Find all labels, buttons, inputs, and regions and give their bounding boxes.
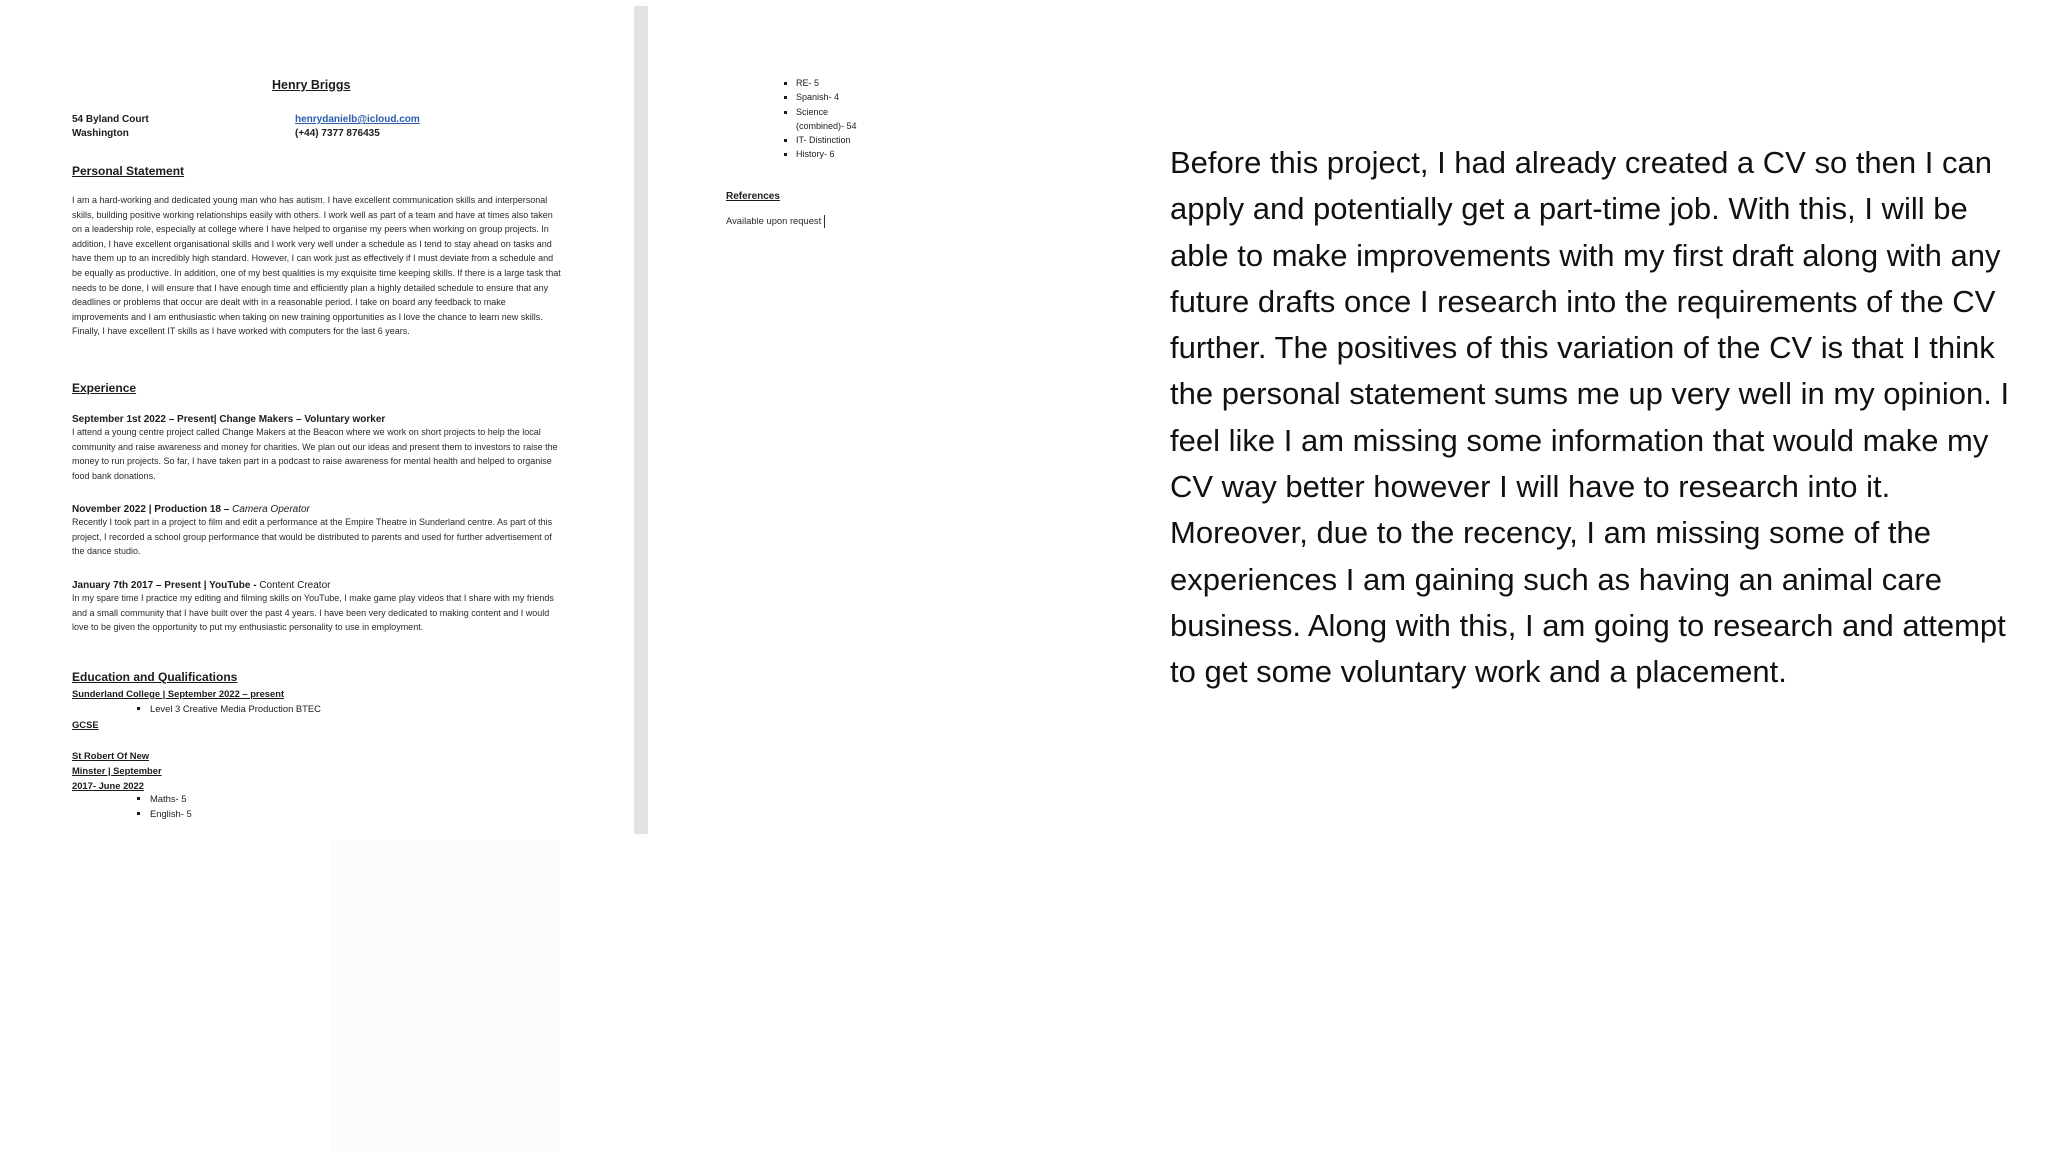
college-list bbox=[130, 701, 321, 716]
address-line-1: 54 Byland Court bbox=[72, 114, 149, 125]
experience-heading: Experience bbox=[72, 381, 137, 395]
experience-item bbox=[72, 504, 564, 559]
cv-contact bbox=[295, 113, 420, 141]
list-item: ▪ Science (combined)- 54 bbox=[796, 105, 866, 134]
background-panel bbox=[330, 840, 560, 1152]
address-line-2: Washington bbox=[72, 128, 129, 139]
grades-list-page-1 bbox=[130, 791, 192, 821]
experience-title: November 2022 | Production 18 – Camera Operator bbox=[72, 504, 310, 515]
list-item: ▪ Spanish- 4 bbox=[796, 90, 866, 104]
experience-description: I attend a young centre project called Change Makers at the Beacon where we work on short projects to help the local community and raise awareness and money for charities. We plan out our ideas and present them to investors to raise the money to run projects. So far, I have taken part in a podcast to raise awareness for mental health and helped to organise food bank donations. bbox=[72, 427, 558, 481]
experience-title: January 7th 2017 – Present | YouTube - Content Creator bbox=[72, 580, 331, 591]
commentary-text: Before this project, I had already created a CV so then I can apply and potentially get a part-time job. With this, I will be able to make improvements with my first draft along with any future drafts once I research into the requirements of the CV further. The positives of this variation of the CV is that I think the personal statement sums me up very well in my opinion. I feel like I am missing some information that would make my CV way better however I will have to research into it. Moreover, due to the recency, I am missing some of the experiences I am gaining such as having an animal care business. Along with this, I am going to research and attempt to get some voluntary work and a placement. bbox=[1170, 145, 2010, 690]
list-item: ▪ Maths- 5 bbox=[150, 791, 192, 806]
list-item: ▪ Level 3 Creative Media Production BTEC bbox=[150, 701, 321, 716]
school-line-1: St Robert Of New bbox=[72, 750, 150, 761]
cv-name: Henry Briggs bbox=[272, 78, 351, 92]
text-cursor bbox=[824, 215, 825, 228]
references-body: Available upon request bbox=[726, 215, 825, 228]
experience-description: Recently I took part in a project to film and edit a performance at the Empire Theatre in Sunderland centre. As part of this project, I recorded a school group performance that would be distributed to parents and used for further advertisement of the dance studio. bbox=[72, 517, 553, 557]
gcse-label: GCSE bbox=[72, 719, 99, 730]
references-heading: References bbox=[726, 191, 780, 202]
school-line-3: 2017- June 2022 bbox=[72, 780, 144, 791]
experience-description: In my spare time I practice my editing and filming skills on YouTube, I make game play videos that I share with my friends and a small community that I have built over the past 4 years. I have been very dedicated to making content and I would love to be given the opportunity to put my enthusiastic personality to use in employment. bbox=[72, 593, 554, 633]
list-item: ▪ English- 5 bbox=[150, 806, 192, 821]
experience-item bbox=[72, 580, 564, 635]
experience-title: September 1st 2022 – Present| Change Makers – Voluntary worker bbox=[72, 414, 386, 425]
grades-list-page-2 bbox=[776, 76, 866, 162]
page-divider bbox=[634, 6, 648, 834]
personal-statement-heading: Personal Statement bbox=[72, 164, 185, 178]
list-item: ▪ RE- 5 bbox=[796, 76, 866, 90]
list-item: ▪ IT- Distinction bbox=[796, 133, 866, 147]
list-item: ▪ History- 6 bbox=[796, 147, 866, 161]
phone-number: (+44) 7377 876435 bbox=[295, 128, 380, 139]
experience-item bbox=[72, 414, 564, 483]
email-link[interactable]: henrydanielb@icloud.com bbox=[295, 114, 420, 125]
education-heading: Education and Qualifications bbox=[72, 670, 238, 684]
cv-address bbox=[72, 113, 149, 141]
personal-statement-body: I am a hard-working and dedicated young man who has autism. I have excellent communication skills and interpersonal skills, building positive working relationships easily with others. I work well as part of a team and have at times also taken on a leadership role, especially at college where I have helped to organise my peers when working on group projects. In addition, I have excellent organisational skills and I work very well under a schedule as I tend to stay ahead on tasks and have them up to an incredibly high standard. However, I can work just as effectively if I must deviate from a schedule and be equally as productive. In addition, one of my best qualities is my exquisite time keeping skills. If there is a large task that needs to be done, I will ensure that I have enough time and efficiently plan a highly detailed schedule to ensure that any deadlines or problems that occur are dealt with in a reasonable period. I take on board any feedback to make improvements and I am enthusiastic when taking on new training opportunities as I love the chance to learn new skills. Finally, I have excellent IT skills as I have worked with computers for the last 6 years. bbox=[72, 195, 561, 337]
college-line: Sunderland College | September 2022 – present bbox=[72, 688, 285, 699]
school-line-2: Minster | September bbox=[72, 765, 162, 776]
